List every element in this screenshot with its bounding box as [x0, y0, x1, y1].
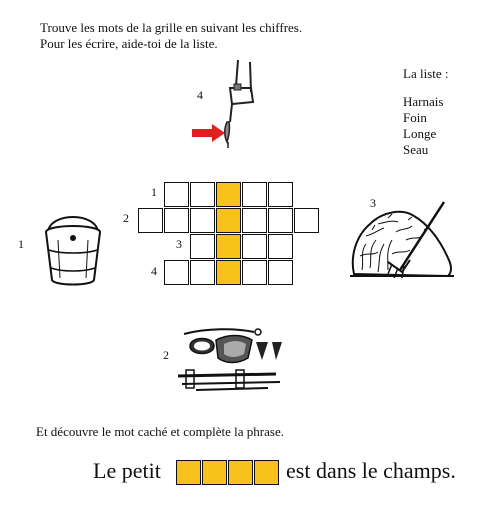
grid-cell[interactable] — [268, 182, 293, 207]
grid-cell[interactable] — [242, 182, 267, 207]
instruction-line-2: Pour les écrire, aide-toi de la liste. — [40, 36, 218, 51]
sentence-end: est dans le champs. — [286, 458, 456, 483]
grid-cell[interactable] — [164, 182, 189, 207]
sentence-start: Le petit — [93, 458, 161, 483]
grid-cell[interactable] — [190, 182, 215, 207]
word-list-item: Harnais — [403, 94, 444, 109]
word-list-item: Seau — [403, 142, 429, 157]
grid-row-number-1: 1 — [151, 185, 157, 199]
word-list-title: La liste : — [403, 66, 449, 81]
grid-row-number-4: 4 — [151, 264, 157, 278]
discover-instruction: Et découvre le mot caché et complète la phrase. — [36, 424, 284, 439]
grid-cell[interactable] — [138, 208, 163, 233]
hay-icon — [348, 200, 460, 282]
grid-cell[interactable] — [268, 260, 293, 285]
grid-cell-hidden-word[interactable] — [216, 234, 241, 259]
bucket-icon — [40, 210, 106, 286]
instruction-line-1: Trouve les mots de la grille en suivant les chiffres. — [40, 20, 303, 35]
grid-cell[interactable] — [164, 260, 189, 285]
clue-number-halter: 4 — [197, 88, 203, 102]
grid-cell[interactable] — [190, 208, 215, 233]
grid-cell[interactable] — [242, 260, 267, 285]
grid-cell[interactable] — [294, 208, 319, 233]
grid-cell-hidden-word[interactable] — [216, 182, 241, 207]
grid-cell[interactable] — [164, 208, 189, 233]
grid-cell[interactable] — [242, 234, 267, 259]
halter-icon — [220, 58, 260, 150]
word-list — [403, 94, 443, 158]
arrow-icon — [192, 124, 226, 142]
grid-cell[interactable] — [190, 234, 215, 259]
harness-icon — [176, 326, 294, 398]
clue-number-harness: 2 — [163, 348, 169, 362]
clue-number-bucket: 1 — [18, 237, 24, 251]
answer-box[interactable] — [176, 460, 201, 485]
grid-row-number-2: 2 — [123, 211, 129, 225]
word-list-item: Longe — [403, 126, 437, 141]
grid-cell[interactable] — [190, 260, 215, 285]
grid-cell-hidden-word[interactable] — [216, 208, 241, 233]
grid-cell[interactable] — [268, 234, 293, 259]
answer-box[interactable] — [254, 460, 279, 485]
answer-box[interactable] — [228, 460, 253, 485]
grid-cell[interactable] — [268, 208, 293, 233]
grid-cell-hidden-word[interactable] — [216, 260, 241, 285]
answer-box[interactable] — [202, 460, 227, 485]
clue-number-hay: 3 — [370, 196, 376, 210]
grid-cell[interactable] — [242, 208, 267, 233]
grid-row-number-3: 3 — [176, 237, 182, 251]
word-list-item: Foin — [403, 110, 427, 125]
